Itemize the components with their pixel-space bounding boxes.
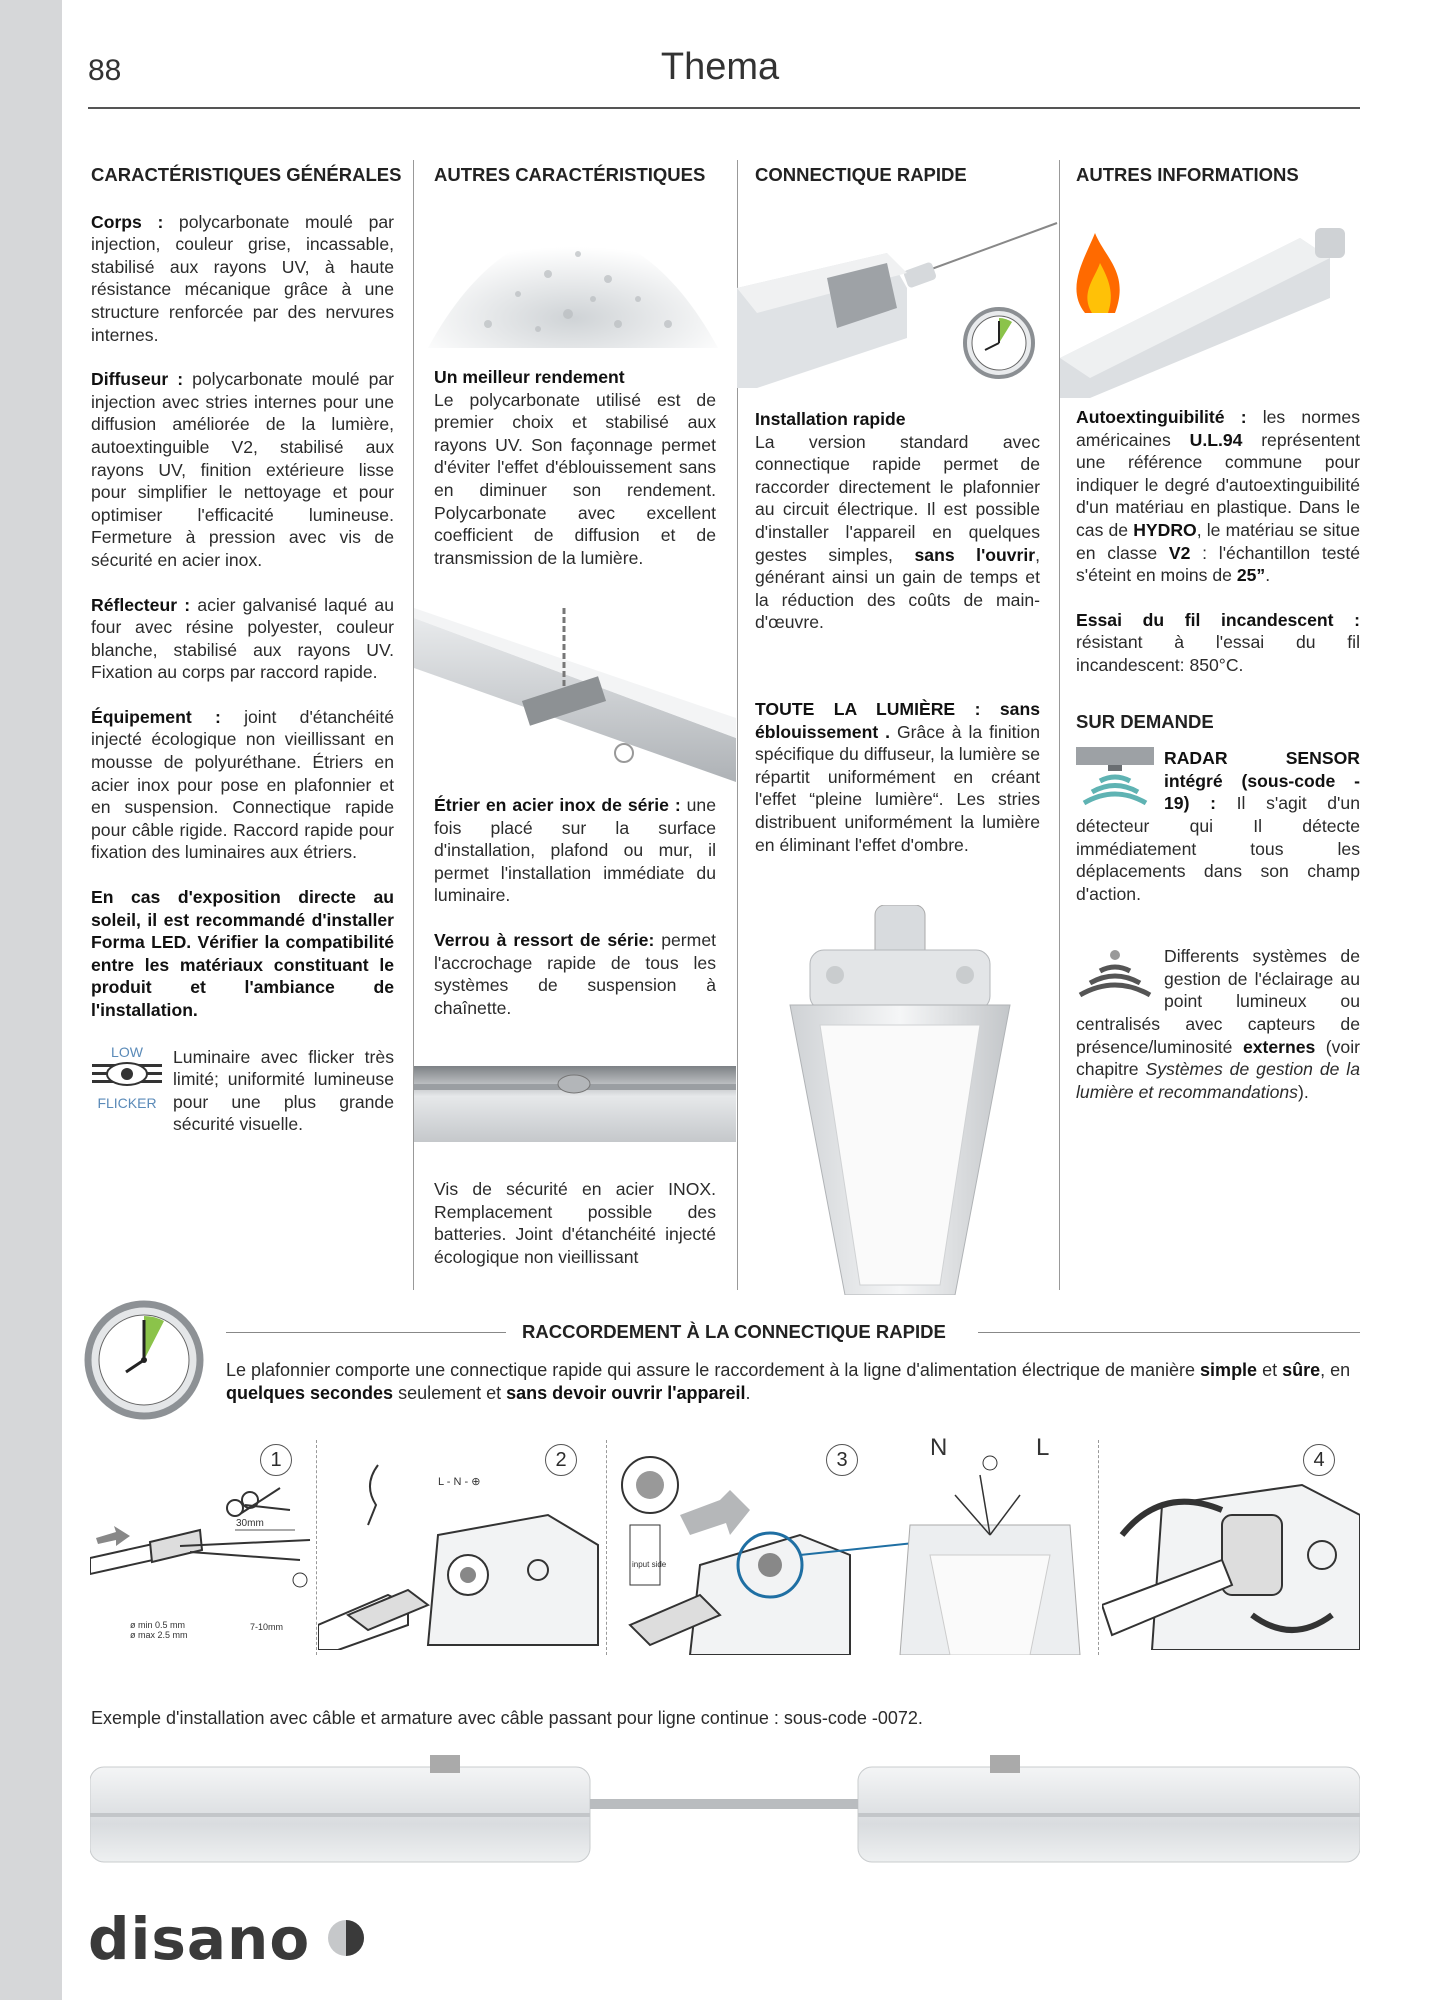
lumiere-block <box>755 698 1040 878</box>
install-paragraph: Installation rapide La version standard avec connectique rapide permet de raccorder directement le plafonnier au circuit électrique. Il est possible d'installer l'appareil en quelques gestes simples, sans l'ouvrir, générant ainsi un gain de temps et la réduction des coûts de main-d'œuvre. <box>755 409 1041 633</box>
col-other-features <box>434 160 716 211</box>
clock-icon <box>84 1300 204 1420</box>
raccordement-intro: Le plafonnier comporte une connectique rapide qui assure le raccordement à la ligne d'alimentation électrique de manière simple et sûre, en quelques secondes seulement et sans devoir ouvrir l'appareil. <box>226 1360 1351 1403</box>
flicker-block <box>91 1044 394 1140</box>
lumiere-paragraph: TOUTE LA LUMIÈRE : sans éblouissement . Grâce à la finition spécifique du diffuseur, la lumière se répartit uniformément en créant l'effet “pleine lumière“. Les stries distribuent uniformément la lumière en éliminant l'effet d'ombre. <box>755 699 1040 855</box>
col-other-features-heading: AUTRES CARACTÉRISTIQUES <box>434 164 706 185</box>
flicker-text: Luminaire avec flicker très limité; uniformité lumineuse pour une plus grande sécurité visuelle. <box>173 1046 394 1135</box>
page-number: 88 <box>88 54 122 87</box>
low-flicker-icon: LOW FLICKER <box>91 1044 163 1112</box>
polycarbonate-granules-image <box>428 214 718 348</box>
step-1-badge: 1 <box>260 1444 292 1476</box>
wireless-sensor-icon <box>1076 949 1154 1005</box>
quick-connect-luminaire-image <box>737 218 1059 388</box>
step-divider <box>316 1440 317 1655</box>
auto-paragraph: Autoextinguibilité : les normes américaines U.L.94 représentent une référence commune pour indiquer le degré d'autoextinguibilité d'un matériau en plastique. Dans le cas de HYDRO, le matériau se situe en classe V2 : l'échantillon testé s'éteint en moins de 25”. <box>1076 407 1361 586</box>
sur-demande-heading: SUR DEMANDE <box>1076 710 1214 732</box>
page-title: Thema <box>660 46 780 88</box>
brand-logo-circle-icon <box>326 1918 366 1958</box>
dim-min-label: ø min 0.5 mm <box>130 1620 186 1630</box>
step-divider <box>606 1440 607 1655</box>
lnpe-label: L - N - ⊕ <box>438 1476 481 1488</box>
screw-closeup-image <box>414 1066 736 1142</box>
input-side-label: input side <box>632 1560 667 1569</box>
radar-paragraph: RADAR SENSOR intégré (sous-code - 19) : Il s'agit d'un détecteur qui Il détecte immédiatement tous les déplacements dans son champ d'action. <box>1076 748 1360 904</box>
col-other-info-heading: AUTRES INFORMATIONS <box>1076 164 1299 185</box>
etrier-paragraph: Étrier en acier inox de série : une fois placé sur la surface d'installation, plafond ou mur, il permet l'installation immédiate du luminaire. <box>434 795 716 906</box>
reflecteur-paragraph: Réflecteur : acier galvanisé laqué au four avec résine polyester, couleur blanche, stabilisé aux rayons UV. Fixation au corps par raccord rapide. <box>91 594 394 683</box>
vis-paragraph: Vis de sécurité en acier INOX. Remplacement possible des batteries. Joint d'étanchéité injecté écologique non vieillissant <box>434 1179 716 1267</box>
install-block <box>755 408 1040 656</box>
auto-block <box>1076 406 1360 1103</box>
header-rule <box>88 107 1360 109</box>
dim-30mm-label: 30mm <box>236 1518 264 1529</box>
raccordement-heading: RACCORDEMENT À LA CONNECTIQUE RAPIDE <box>522 1321 946 1342</box>
verrou-paragraph: Verrou à ressort de série: permet l'accrochage rapide de tous les systèmes de suspension à chaînette. <box>434 929 716 1018</box>
step-4-tighten-drawing <box>1102 1475 1360 1650</box>
installation-caption: Exemple d'installation avec câble et armature avec câble passant pour ligne continue : sous-code -0072. <box>91 1708 923 1728</box>
eye-icon <box>92 1060 162 1090</box>
col-general-heading: CARACTÉRISTIQUES GÉNÉRALES <box>91 164 402 185</box>
continuous-line-luminaires-image <box>90 1755 1360 1865</box>
radar-block <box>1076 747 1360 905</box>
dim-7-10mm-label: 7-10mm <box>250 1622 284 1632</box>
dim-max-label: ø max 2.5 mm <box>130 1630 188 1640</box>
essai-paragraph: Essai du fil incandescent : résistant à l'essai du fil incandescent: 850°C. <box>1076 609 1360 675</box>
flame-luminaire-image <box>1060 218 1360 398</box>
col-other-info <box>1076 160 1360 211</box>
col-general <box>91 160 402 1140</box>
vis-block <box>434 1178 716 1290</box>
systemes-block <box>1076 945 1360 1103</box>
equipement-paragraph: Équipement : joint d'étanchéité injecté écologique non vieillissant en mousse de polyuréthane. Étriers en acier inox pour pose en plafonnier et en suspension. Connectique rapide pour câble rigide. Raccord rapide pour fixation des luminaires aux étriers. <box>91 706 394 863</box>
diffuseur-paragraph: Diffuseur : polycarbonate moulé par injection avec stries internes pour une diffusion améliorée de la lumière, autoextinguible V2, stabilisé aux rayons UV, finition extérieure lisse pour simplifier le nettoyage et pour optimiser l'efficacité lumineuse. Fermeture à pression avec vis de sécurité en acier inox. <box>91 369 395 570</box>
etrier-block <box>434 794 716 1041</box>
luminaire-front-image <box>780 905 1020 1295</box>
line-label: L <box>1036 1434 1050 1461</box>
step-1-cable-strip-drawing <box>90 1480 315 1640</box>
step-4-badge: 4 <box>1303 1444 1335 1476</box>
rendement-block <box>434 366 716 591</box>
step-3-badge: 3 <box>826 1444 858 1476</box>
section-rule-right <box>978 1332 1360 1333</box>
corps-paragraph: Corps : polycarbonate moulé par injection, couleur grise, incassable, stabilisé aux rayons UV, à haute résistance mécanique grâce à une structure renforcée par des nervures internes. <box>91 211 394 345</box>
warning-paragraph: En cas d'exposition directe au soleil, il est recommandé d'installer Forma LED. Vérifier la compatibilité entre les matériaux constituant le produit et l'ambiance de l'installation. <box>91 887 394 1020</box>
radar-sensor-icon <box>1076 747 1154 813</box>
col-quick-connect <box>755 160 1040 211</box>
col-quick-connect-heading: CONNECTIQUE RAPIDE <box>755 164 967 185</box>
brand-logo: disano <box>88 1905 311 1973</box>
step-2-badge: 2 <box>545 1444 577 1476</box>
step-3-connection-drawing <box>610 1455 1098 1655</box>
neutral-label: N <box>930 1434 948 1461</box>
step-2-wire-insert-drawing <box>318 1455 604 1650</box>
systemes-paragraph: Differents systèmes de gestion de l'éclairage au point lumineux ou centralisés avec capteurs de présence/luminosité externes (voir chapitre Systèmes de gestion de la lumière et recommandations). <box>1076 946 1360 1102</box>
step-divider <box>1098 1440 1099 1655</box>
section-rule-left <box>226 1332 506 1333</box>
rendement-paragraph: Un meilleur rendement Le polycarbonate utilisé est de premier choix et stabilisé aux rayons UV. Son façonnage permet d'éviter l'effet d'éblouissement sans en diminuer son rendement. Polycarbonate avec excellent coefficient de diffusion et de transmission de la lumière. <box>434 367 716 568</box>
bracket-image <box>414 608 736 782</box>
page-margin-band <box>0 0 62 2000</box>
